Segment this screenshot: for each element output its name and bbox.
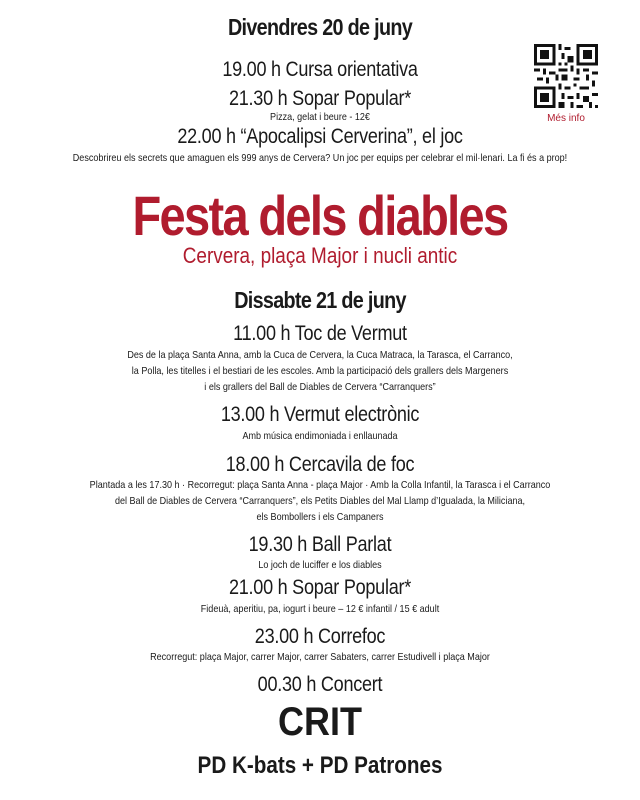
event-desc-line: i els grallers del Ball de Diables de Cervera “Carranquers” bbox=[204, 381, 436, 393]
event-title-toc-vermut: 11.00 h Toc de Vermut bbox=[233, 322, 407, 345]
friday-heading: Divendres 20 de juny bbox=[227, 14, 413, 40]
event-desc-line: Plantada a les 17.30 h · Recorregut: plaça Santa Anna - plaça Major · Amb la Colla Infantil, la Tarasca i el Carranco bbox=[89, 479, 551, 491]
festival-title: Festa dels diables bbox=[132, 184, 508, 247]
event-desc-sopar-friday: Pizza, gelat i beure - 12€ bbox=[270, 111, 370, 123]
concert-headliner: CRIT bbox=[277, 700, 362, 744]
saturday-heading: Dissabte 21 de juny bbox=[234, 287, 406, 313]
qr-code-icon[interactable] bbox=[534, 44, 598, 108]
event-title-sopar-saturday: 21.00 h Sopar Popular* bbox=[228, 576, 412, 599]
event-desc-line: Amb música endimoniada i enllaunada bbox=[242, 430, 398, 442]
event-title-ball-parlat: 19.30 h Ball Parlat bbox=[248, 533, 392, 556]
event-title-concert: 00.30 h Concert bbox=[257, 673, 383, 696]
event-desc-line: del Ball de Diables de Cervera “Carranquers”, els Petits Diables del Mal Llamp d’Igualada, la Miliciana, bbox=[114, 495, 526, 507]
event-desc-line: Des de la plaça Santa Anna, amb la Cuca de Cervera, la Cuca Matraca, la Tarasca, el Carranco, bbox=[127, 349, 513, 361]
event-title-cursa: 19.00 h Cursa orientativa bbox=[222, 58, 418, 81]
event-desc-line: Recorregut: plaça Major, carrer Major, carrer Sabaters, carrer Estudivell i plaça Major bbox=[150, 651, 490, 663]
festival-subtitle: Cervera, plaça Major i nucli antic bbox=[182, 243, 458, 268]
event-desc-line: la Polla, les titelles i el bestiari de les escoles. Amb la participació dels grallers dels Margeners bbox=[131, 365, 509, 377]
event-title-cercavila: 18.00 h Cercavila de foc bbox=[225, 453, 415, 476]
event-desc-line: Fideuà, aperitiu, pa, iogurt i beure – 12 € infantil / 15 € adult bbox=[200, 603, 440, 615]
event-title-correfoc: 23.00 h Correfoc bbox=[254, 625, 386, 648]
event-title-vermut-electronic: 13.00 h Vermut electrònic bbox=[220, 403, 420, 426]
event-title-apocalipsi: 22.00 h “Apocalipsi Cerverina”, el joc bbox=[177, 125, 463, 148]
event-desc-line: els Bombollers i els Campaners bbox=[256, 511, 384, 523]
qr-more-info-link[interactable]: Més info bbox=[547, 113, 585, 124]
concert-support: PD K-bats + PD Patrones bbox=[197, 752, 443, 779]
event-title-sopar-friday: 21.30 h Sopar Popular* bbox=[228, 87, 412, 110]
event-desc-line: Lo joch de luciffer e los diables bbox=[258, 559, 382, 571]
event-desc-apocalipsi: Descobrireu els secrets que amaguen els 999 anys de Cervera? Un joc per equips per celebrar el mil·lenari. La fi és a prop! bbox=[72, 152, 568, 164]
